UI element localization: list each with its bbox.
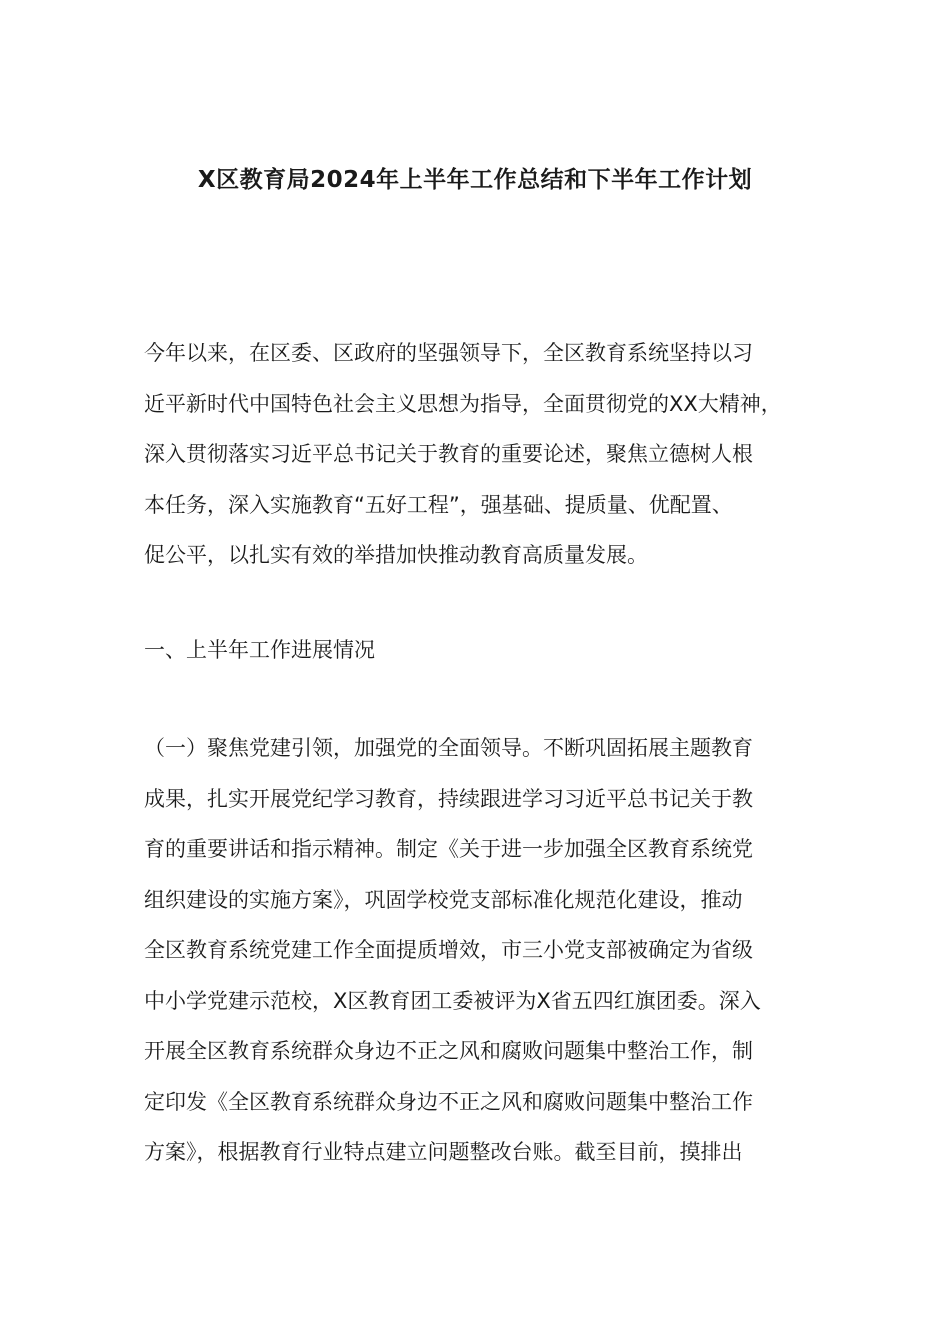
section-heading <box>144 625 814 676</box>
intro-line: 本任务，深入实施教育“五好工程”，强基础、提质量、优配置、 <box>144 492 733 517</box>
section-line: 定印发《全区教育系统群众身边不正之风和腐败问题集中整治工作 <box>144 1089 753 1114</box>
intro-line: 近平新时代中国特色社会主义思想为指导，全面贯彻党的XX大精神， <box>144 391 782 416</box>
section-one-paragraph <box>144 723 814 1178</box>
document-title: X区教育局2024年上半年工作总结和下半年工作计划 <box>197 167 753 193</box>
intro-line: 促公平，以扎实有效的举措加快推动教育高质量发展。 <box>144 543 648 567</box>
section-line: 育的重要讲话和指示精神。制定《关于进一步加强全区教育系统党 <box>144 837 753 861</box>
section-heading-text: 一、上半年工作进展情况 <box>144 638 375 662</box>
section-line: 全区教育系统党建工作全面提质增效，市三小党支部被确定为省级 <box>144 938 753 962</box>
intro-line: 今年以来，在区委、区政府的坚强领导下，全区教育系统坚持以习 <box>144 341 753 365</box>
intro-line: 深入贯彻落实习近平总书记关于教育的重要论述，聚焦立德树人根 <box>144 442 753 466</box>
intro-paragraph <box>144 328 814 581</box>
section-line: 组织建设的实施方案》，巩固学校党支部标准化规范化建设，推动 <box>144 887 743 912</box>
section-line: 开展全区教育系统群众身边不正之风和腐败问题集中整治工作，制 <box>144 1039 753 1063</box>
section-line: 中小学党建示范校，X区教育团工委被评为X省五四红旗团委。深入 <box>144 988 761 1013</box>
section-line: 方案》，根据教育行业特点建立问题整改台账。截至目前，摸排出 <box>144 1140 743 1164</box>
section-line: 成果，扎实开展党纪学习教育，持续跟进学习习近平总书记关于教 <box>144 786 753 811</box>
section-line: （一）聚焦党建引领，加强党的全面领导。不断巩固拓展主题教育 <box>144 736 753 760</box>
